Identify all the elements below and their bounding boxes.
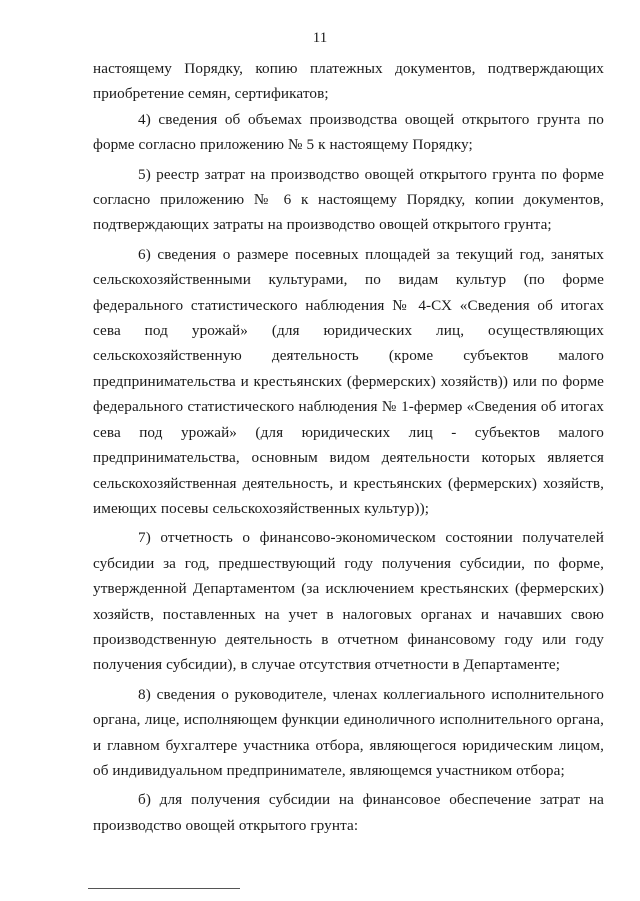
paragraph-item-7: 7) отчетность о финансово-экономическом состоянии получателей субсидии за год, предшествующий году получения субсидии, по форме, утвержденной Департаментом (за исключением крестьянских (фермерских) хозяйств, поставленных на учет в налоговых органах и начавших свою производственную деятельность в отчетном финансовому году или году получения субсидии), в случае отсутствия отчетности в Департаменте;	[93, 529, 604, 674]
paragraph-item-8: 8) сведения о руководителе, членах коллегиального исполнительного органа, лице, исполняющем функции единоличного исполнительного органа, и главном бухгалтере участника отбора, являющегося юридическим лицом, об индивидуальном предпринимателе, являющемся участником отбора;	[93, 685, 604, 779]
paragraph-continuation: настоящему Порядку, копию платежных документов, подтверждающих приобретение семян, сертификатов;	[93, 60, 604, 103]
paragraph-item-5: 5) реестр затрат на производство овощей открытого грунта по форме согласно приложению № 6 к настоящему Порядку, копии документов, подтверждающих затраты на производство овощей открытого грунта;	[93, 165, 604, 234]
paragraph-item-4: 4) сведения об объемах производства овощей открытого грунта по форме согласно приложению № 5 к настоящему Порядку;	[93, 110, 604, 154]
page-number: 11	[312, 30, 328, 46]
paragraph-item-b: б) для получения субсидии на финансовое обеспечение затрат на производство овощей открытого грунта:	[93, 791, 604, 834]
document-body	[93, 56, 604, 838]
footer-divider	[88, 888, 240, 889]
paragraph-item-6: 6) сведения о размере посевных площадей за текущий год, занятых сельскохозяйственными культурами, по видам культур (по форме федерального статистического наблюдения № 4-СХ «Сведения об итогах сева под урожай» (для юридических лиц, осуществляющих сельскохозяйственную деятельность (кроме субъектов малого предпринимательства и крестьянских (фермерских) хозяйств)) или по форме федерального статистического наблюдения № 1-фермер «Сведения об итогах сева под урожай» (для юридических лиц - субъектов малого предпринимательства, основным видом деятельности которых является сельскохозяйственная деятельность, и крестьянских (фермерских) хозяйств, имеющих посевы сельскохозяйственных культур));	[93, 245, 604, 517]
